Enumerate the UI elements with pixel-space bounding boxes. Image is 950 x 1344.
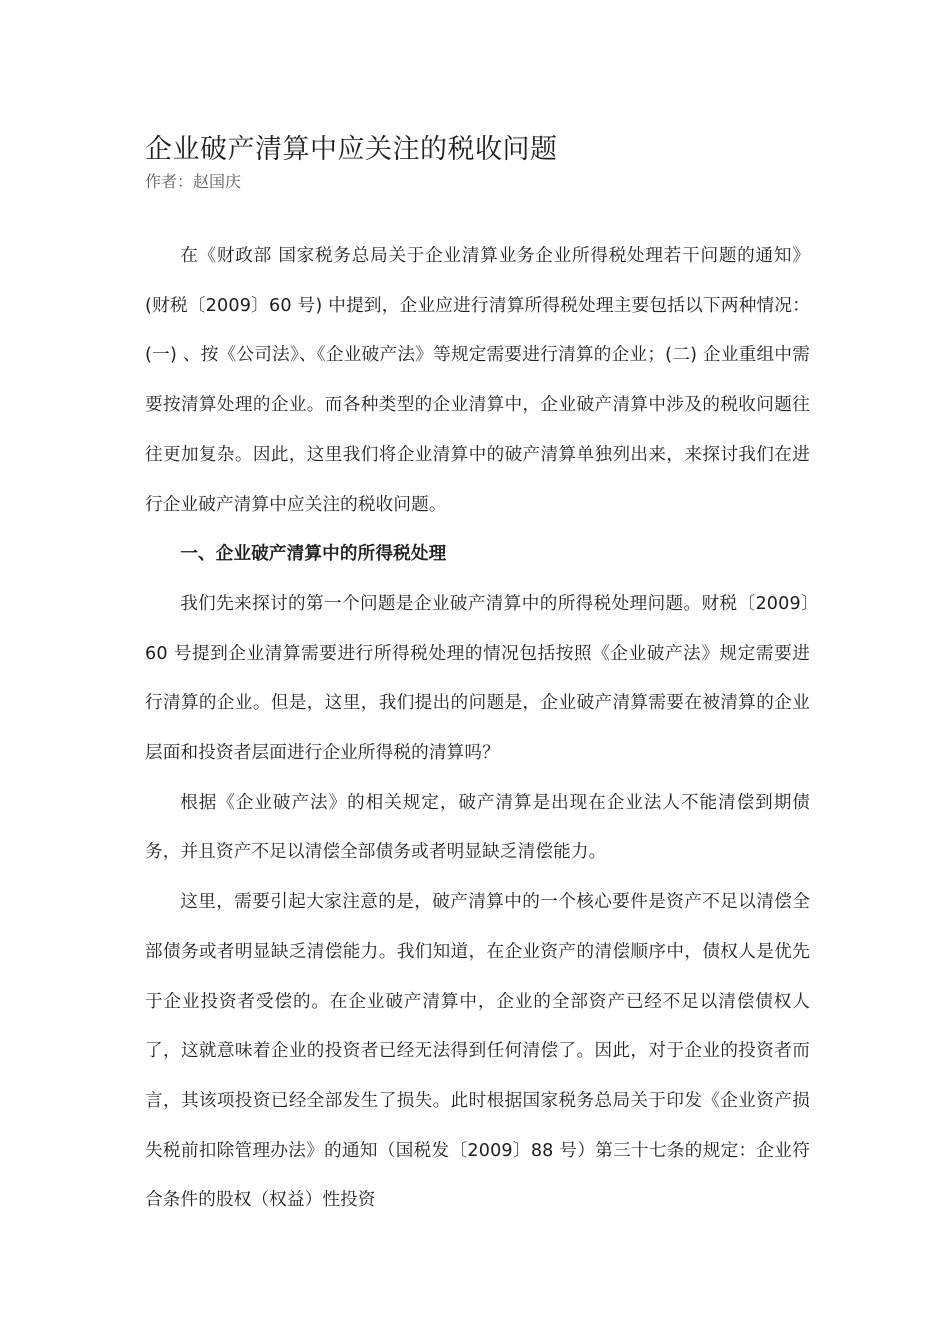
document-title: 企业破产清算中应关注的税收问题 [145, 134, 558, 165]
paragraph-intro: 在《财政部 国家税务总局关于企业清算业务企业所得税处理若干问题的通知》(财税〔2009〕60 号) 中提到，企业应进行清算所得税处理主要包括以下两种情况：(一) 、按《公司法》、《企业破产法》等规定需要进行清算的企业；(二) 企业重组中需要按清算处理的企业。而各种类型的企业清算中，企业破产清算中涉及的税收问题往往更加复杂。因此，这里我们将企业清算中的破产清算单独列出来，来探讨我们在进行企业破产清算中应关注的税收问题。 [145, 246, 810, 515]
document-page [145, 130, 810, 1226]
document-author: 作者：赵国庆 [145, 172, 242, 191]
paragraph-analysis: 这里，需要引起大家注意的是，破产清算中的一个核心要件是资产不足以清偿全部债务或者明显缺乏清偿能力。我们知道，在企业资产的清偿顺序中，债权人是优先于企业投资者受偿的。在企业破产清算中，企业的全部资产已经不足以清偿债权人了，这就意味着企业的投资者已经无法得到任何清偿了。因此，对于企业的投资者而言，其该项投资已经全部发生了损失。此时根据国家税务总局关于印发《企业资产损失税前扣除管理办法》的通知（国税发〔2009〕88 号）第三十七条的规定：企业符合条件的股权（权益）性投资 [145, 892, 810, 1211]
paragraph-definition: 根据《企业破产法》的相关规定，破产清算是出现在企业法人不能清偿到期债务，并且资产不足以清偿全部债务或者明显缺乏清偿能力。 [145, 792, 810, 863]
document-body [145, 232, 810, 1226]
paragraph-question: 我们先来探讨的第一个问题是企业破产清算中的所得税处理问题。财税〔2009〕60 号提到企业清算需要进行所得税处理的情况包括按照《企业破产法》规定需要进行清算的企业。但是，这里，我们提出的问题是，企业破产清算需要在被清算的企业层面和投资者层面进行企业所得税的清算吗？ [145, 593, 810, 764]
section-heading-1: 一、企业破产清算中的所得税处理 [180, 544, 447, 565]
